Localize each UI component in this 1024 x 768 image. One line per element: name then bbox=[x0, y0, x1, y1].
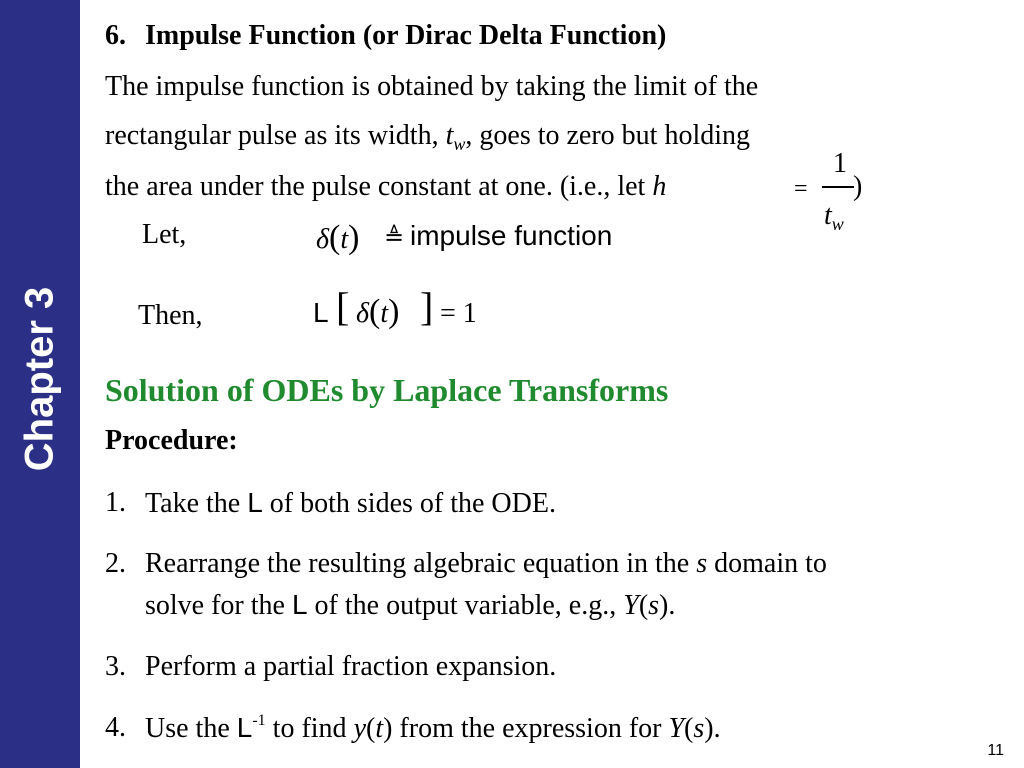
frac-den-t: t bbox=[824, 200, 832, 231]
step-1-text bbox=[145, 487, 556, 520]
step-2-d: of the output variable, e.g., bbox=[307, 590, 624, 621]
right-bracket: ] bbox=[420, 284, 434, 329]
step-2-a: Rearrange the resulting algebraic equation in the bbox=[145, 548, 697, 579]
step-2-Y: Y bbox=[623, 590, 639, 621]
step-4-s: s bbox=[693, 713, 705, 744]
step-2-s2: s bbox=[648, 590, 660, 621]
section-title: Impulse Function (or Dirac Delta Function) bbox=[145, 20, 667, 51]
step-1-number: 1. bbox=[105, 487, 126, 518]
step-4-text bbox=[145, 712, 721, 749]
section-number: 6. bbox=[105, 20, 126, 51]
let-label: Let, bbox=[142, 219, 187, 250]
step-1-b: of both sides of the ODE. bbox=[262, 488, 556, 519]
step-2-f: ). bbox=[659, 590, 676, 621]
defined-as-glyph: ≜ bbox=[384, 225, 405, 251]
chapter-sidebar bbox=[0, 0, 80, 768]
body-line-2-b: , goes to zero but holding bbox=[465, 120, 751, 151]
h-symbol: h bbox=[652, 171, 667, 202]
step-4-number: 4. bbox=[105, 712, 126, 743]
step-4-f: ). bbox=[704, 713, 721, 744]
step-2-line-1 bbox=[145, 548, 827, 580]
tw-symbol-t: t bbox=[445, 120, 454, 151]
then-equals-one: = 1 bbox=[440, 298, 477, 329]
step-4-y: y bbox=[353, 713, 366, 744]
left-bracket: [ bbox=[336, 284, 350, 329]
step-4-L: L bbox=[236, 712, 253, 743]
equals-sign: = bbox=[794, 176, 808, 202]
body-line-3 bbox=[105, 171, 666, 203]
step-3-number: 3. bbox=[105, 651, 126, 682]
body-line-2 bbox=[105, 120, 750, 154]
step-2-line-2 bbox=[145, 589, 675, 622]
delta-t-expression: δ(t) bbox=[316, 219, 360, 256]
fraction-bar bbox=[822, 186, 854, 188]
step-2-b: domain to bbox=[707, 548, 827, 579]
step-2-L: L bbox=[291, 589, 308, 620]
step-1-L: L bbox=[247, 487, 263, 518]
step-2-e: ( bbox=[638, 590, 649, 621]
step-4-a: Use the bbox=[145, 713, 237, 744]
delta-symbol: δ bbox=[316, 224, 330, 255]
laplace-L-symbol: L bbox=[313, 297, 329, 328]
step-4-Y: Y bbox=[668, 713, 685, 744]
chapter-label: Chapter 3 bbox=[17, 286, 62, 472]
tw-symbol-w: w bbox=[453, 134, 466, 154]
page-number: 11 bbox=[987, 742, 1004, 759]
then-label: Then, bbox=[138, 300, 203, 331]
body-line-3-text: the area under the pulse constant at one. (i.e., let bbox=[105, 171, 653, 202]
step-2-number: 2. bbox=[105, 548, 126, 579]
close-paren: ) bbox=[853, 171, 863, 202]
frac-den-w: w bbox=[831, 214, 844, 234]
step-4-d: ) from the expression for bbox=[383, 713, 669, 744]
step-4-e: ( bbox=[684, 713, 694, 744]
step-2-c: solve for the bbox=[145, 590, 292, 621]
step-3-text: Perform a partial fraction expansion. bbox=[145, 651, 557, 682]
body-line-2-a: rectangular pulse as its width, bbox=[105, 120, 446, 151]
body-line-1: The impulse function is obtained by taking the limit of the bbox=[105, 71, 759, 102]
step-4-b: to find bbox=[265, 713, 354, 744]
fraction-numerator: 1 bbox=[833, 148, 847, 179]
step-4-sup: -1 bbox=[252, 712, 266, 729]
then-t-symbol: t bbox=[380, 298, 389, 329]
step-4-t: t bbox=[375, 713, 384, 744]
impulse-function-text: impulse function bbox=[410, 220, 613, 251]
fraction-denominator bbox=[824, 200, 844, 234]
then-delta-expression: δ(t) bbox=[356, 293, 400, 330]
step-4-c: ( bbox=[366, 713, 376, 744]
procedure-label: Procedure: bbox=[105, 425, 238, 456]
step-2-s: s bbox=[696, 548, 708, 579]
step-1-a: Take the bbox=[145, 488, 248, 519]
solution-heading: Solution of ODEs by Laplace Transforms bbox=[105, 372, 669, 408]
then-delta-symbol: δ bbox=[356, 298, 370, 329]
t-symbol: t bbox=[340, 224, 349, 255]
